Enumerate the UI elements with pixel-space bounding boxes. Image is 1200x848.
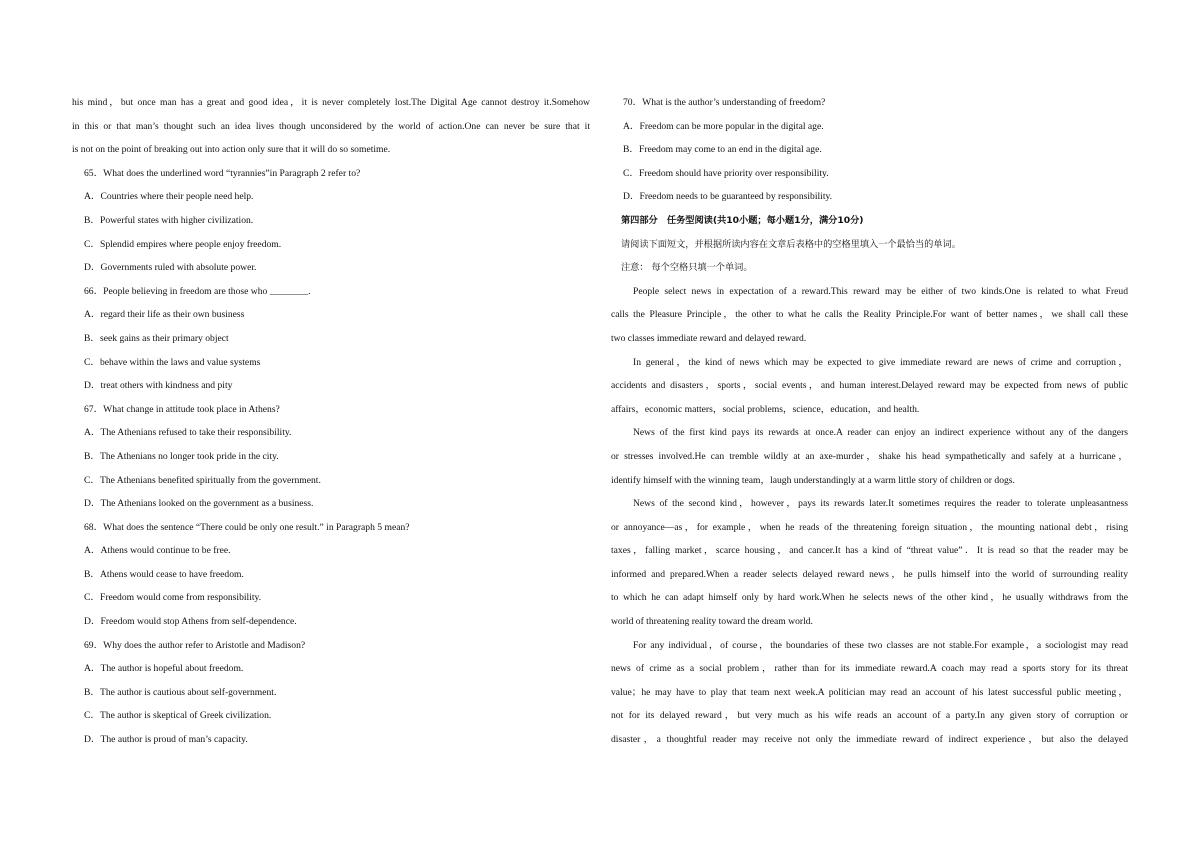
question-66-option-d: D．treat others with kindness and pity <box>84 380 233 392</box>
paragraph-3-line: identify himself with the winning team，laugh understandingly at a warm little story of children or dogs. <box>611 474 1015 486</box>
question-65-option-b: B．Powerful states with higher civilization. <box>84 214 254 226</box>
question-66-stem: 66．People believing in freedom are those who ________. <box>84 285 311 297</box>
question-68-option-b: B．Athens would cease to have freedom. <box>84 568 244 580</box>
paragraph-3-line: News of the first kind pays its rewards at once.A reader can enjoy an indirect experience without any of the dangers <box>633 427 1128 439</box>
question-68-option-c: C．Freedom would come from responsibility. <box>84 592 262 604</box>
left-column <box>72 91 590 752</box>
question-67-option-d: D．The Athenians looked on the government as a business. <box>84 498 314 510</box>
paragraph-5-line: news of crime as a social problem，rather than for its immediate reward.A coach may read a sports story for its threat <box>611 663 1128 675</box>
question-65-option-c: C．Splendid empires where people enjoy freedom. <box>84 238 282 250</box>
paragraph-4-line: taxes，falling market，scarce housing，and cancer.It has a kind of “threat value”．It is read so that the reader may be <box>611 545 1128 557</box>
paragraph-1-line: People select news in expectation of a reward.This reward may be either of two kinds.One is related to what Freud <box>633 285 1128 297</box>
paragraph-4-line: informed and prepared.When a reader selects delayed reward news，he pulls himself into the world of surrounding reality <box>611 568 1128 580</box>
right-column <box>611 91 1128 752</box>
paragraph-2-line: In general，the kind of news which may be expected to give immediate reward are news of crime and corruption， <box>633 356 1128 368</box>
question-70-option-c: C．Freedom should have priority over responsibility. <box>623 167 829 179</box>
question-68-option-a: A．Athens would continue to be free. <box>84 545 231 557</box>
question-70-option-b: B．Freedom may come to an end in the digital age. <box>623 144 822 156</box>
question-67-option-b: B．The Athenians no longer took pride in the city. <box>84 450 279 462</box>
paragraph-4-line: or annoyance—as，for example，when he reads of the threatening foreign situation，the mounting national debt，rising <box>611 521 1128 533</box>
paragraph-5-line: For any individual，of course，the boundaries of these two classes are not stable.For example，a sociologist may read <box>633 639 1128 651</box>
section-heading: 第四部分 任务型阅读(共10小题；每小题1分，满分10分) <box>621 214 864 226</box>
question-66-option-c: C．behave within the laws and value systems <box>84 356 261 368</box>
question-66-option-a: A．regard their life as their own business <box>84 309 245 321</box>
paragraph-1-line: calls the Pleasure Principle，the other to what he calls the Reality Principle.For want of better names，we shall call these <box>611 309 1128 321</box>
question-65-option-a: A．Countries where their people need help. <box>84 191 254 203</box>
question-67-option-a: A．The Athenians refused to take their responsibility. <box>84 427 292 439</box>
question-67-stem: 67．What change in attitude took place in Athens? <box>84 403 280 415</box>
paragraph-5-line: not for its delayed reward，but very much as his wife reads an account of a party.In any given story of corruption or <box>611 710 1128 722</box>
question-66-option-b: B．seek gains as their primary object <box>84 332 229 344</box>
paragraph-2-line: affairs，economic matters，social problems，science，education，and health. <box>611 403 920 415</box>
paragraph-4-line: to which he can adapt himself only by hard work.When he selects news of the other kind，he usually withdraws from the <box>611 592 1128 604</box>
paragraph-5-line: disaster，a thoughtful reader may receive not only the immediate reward of indirect experience，but also the delayed <box>611 734 1128 746</box>
question-69-option-d: D．The author is proud of man’s capacity. <box>84 734 248 746</box>
intro-line: is not on the point of breaking out into action only sure that it will do so sometime. <box>72 144 391 156</box>
question-69-option-c: C．The author is skeptical of Greek civilization. <box>84 710 272 722</box>
paragraph-3-line: or stresses involved.He can tremble wildly at an axe-murder，shake his head sympathetically and safely at a hurricane， <box>611 450 1128 462</box>
question-70-option-a: A．Freedom can be more popular in the digital age. <box>623 120 824 132</box>
intro-line: in this or that man’s thought such an idea lives though unconsidered by the world of action.One can never be sure that it <box>72 120 590 132</box>
question-70-stem: 70．What is the author’s understanding of freedom? <box>623 97 826 108</box>
question-69-option-a: A．The author is hopeful about freedom. <box>84 663 244 675</box>
question-67-option-c: C．The Athenians benefited spiritually from the government. <box>84 474 321 486</box>
section-note: 注意： 每个空格只填一个单词。 <box>621 262 753 274</box>
question-68-stem: 68．What does the sentence “There could be only one result.” in Paragraph 5 mean? <box>84 521 410 533</box>
question-69-stem: 69．Why does the author refer to Aristotle and Madison? <box>84 639 306 651</box>
question-65-option-d: D．Governments ruled with absolute power. <box>84 262 257 274</box>
intro-line: his mind，but once man has a great and good idea，it is never completely lost.The Digital Age cannot destroy it.Somehow <box>72 97 590 108</box>
question-68-option-d: D．Freedom would stop Athens from self-dependence. <box>84 616 297 628</box>
paragraph-4-line: News of the second kind，however，pays its rewards later.It sometimes requires the reader to tolerate unpleasantness <box>633 498 1128 510</box>
paragraph-4-line: world of threatening reality toward the dream world. <box>611 616 813 628</box>
question-69-option-b: B．The author is cautious about self-government. <box>84 686 277 698</box>
paragraph-1-line: two classes immediate reward and delayed reward. <box>611 332 807 344</box>
question-70-option-d: D．Freedom needs to be guaranteed by responsibility. <box>623 191 833 203</box>
paragraph-5-line: value；he may have to play that team next week.A politician may read an account of his latest successful public meeting， <box>611 686 1128 698</box>
question-65-stem: 65．What does the underlined word “tyrannies”in Paragraph 2 refer to? <box>84 167 361 179</box>
paragraph-2-line: accidents and disasters，sports，social events，and human interest.Delayed reward may be expected from news of public <box>611 380 1128 392</box>
section-instruction: 请阅读下面短文，并根据所读内容在文章后表格中的空格里填入一个最恰当的单词。 <box>621 238 961 250</box>
